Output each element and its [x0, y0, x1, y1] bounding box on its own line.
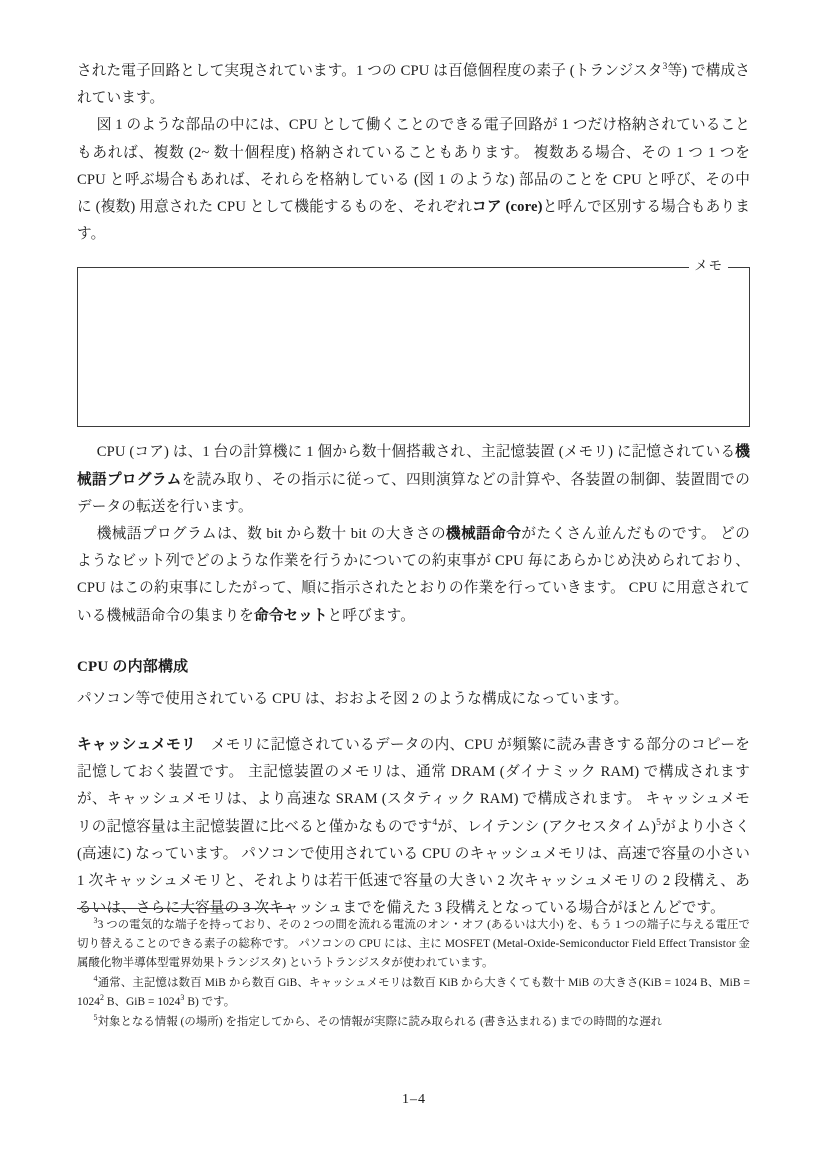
- memo-box-frame[interactable]: [77, 267, 750, 427]
- footnote-ref-5[interactable]: 5: [656, 816, 662, 828]
- paragraph-instruction-text-b: がたくさん並んだものです。 どのようなビット列でどのような作業を行うかについての約束事が CPU 毎にあらかじめ決められており、CPU はこの約束事にしたがって、順に指示されたとおりの作業を行っていきます。 CPU に用意されている機械語命令の集まりを: [77, 526, 750, 624]
- footnote-separator-rule: [77, 908, 290, 909]
- page-content-column: [77, 58, 750, 922]
- paragraph-pc-cpu-structure: パソコン等で使用されている CPU は、おおよそ図 2 のような構成になっています。: [77, 690, 629, 707]
- footnote-marker-5: 5: [93, 1013, 98, 1023]
- paragraph-instruction-text-c: と呼びます。: [327, 607, 415, 624]
- paragraph-cpu-core-text-a: CPU (コア) は、1 台の計算機に 1 個から数十個搭載され、主記憶装置 (メモリ) に記憶されている: [96, 444, 736, 461]
- footnote-item-4: [77, 974, 750, 1012]
- footnote-ref-4[interactable]: 4: [432, 816, 438, 828]
- memo-box-region: [77, 258, 750, 427]
- paragraph-core-text-b: と呼んで区別する場合もあります。: [77, 199, 750, 243]
- footnote-item-5: [77, 1013, 750, 1032]
- footnote-marker-3: 3: [93, 916, 98, 926]
- footnote-text-4b: B、GiB = 1024: [104, 996, 181, 1009]
- memo-box-label: メモ: [689, 257, 728, 275]
- paragraph-cache-memory: [77, 732, 750, 922]
- footnotes-section: [77, 908, 750, 1033]
- footnote-marker-4: 4: [93, 974, 98, 984]
- spacer-after-memo: [77, 427, 750, 439]
- paragraph-core-text-a: 図 1 のような部品の中には、CPU として働くことのできる電子回路が 1 つだけ格納されていることもあれば、複数 (2~ 数十個程度) 格納されていることもあります。 複数ある場合、その 1 つ 1 つを CPU と呼ぶ場合もあれば、それらを格納している (図 1 のような) 部品のことを CPU と呼び、その中に (複数) 用意された CPU として機能するものを、それぞれ: [77, 117, 750, 216]
- footnote-item-3: [77, 916, 750, 973]
- footnote-text-5: 対象となる情報 (の場所) を指定してから、その情報が実際に読み取られる (書き込まれる) までの時間的な遅れ: [97, 1016, 663, 1029]
- term-core-bold: コア (core): [472, 199, 543, 216]
- term-machine-language-program-bold: 機械語プログラム: [77, 444, 750, 488]
- term-machine-instruction-bold: 機械語命令: [446, 526, 522, 543]
- paragraph-cpu-core-role: [77, 439, 750, 521]
- paragraph-intro-text-a: された電子回路として実現されています。1 つの CPU は百億個程度の素子 (トランジスタ: [77, 63, 663, 79]
- term-cache-memory-bold: キャッシュメモリ: [77, 737, 197, 754]
- paragraph-cpu-core-text-b: を読み取り、その指示に従って、四則演算などの計算や、各装置の制御、装置間でのデータの転送を行います。: [77, 471, 751, 515]
- footnote-ref-3[interactable]: 3: [662, 61, 668, 73]
- paragraph-instruction-set: [77, 521, 750, 630]
- paragraph-cache-text-c: がより小さく (高速に) なっています。 パソコンで使用されている CPU のキャッシュメモリは、高速で容量の小さい 1 次キャッシュメモリと、それよりは若干低速で容量の大きい 2 次キャッシュメモリの 2 段構え、あるいは、さらに大容量の 3 次キャッシュまでを備えた 3 段構えとなっている場合がほとんどです。: [77, 818, 750, 917]
- paragraph-intro-continuation: [77, 58, 750, 112]
- footnote-exponent-3: 3: [180, 993, 185, 1003]
- footnote-text-4c: B) です。: [184, 996, 236, 1009]
- footnote-text-3: 3 つの電気的な端子を持っており、その 2 つの間を流れる電流のオン・オフ (あるいは大小) を、もう 1 つの端子に与える電圧で切り替えることのできる素子の総称です。 パソコンの CPU には、主に MOSFET (Metal-Oxide-Semiconductor Field Effect Transistor 金属酸化物半導体型電界効果トランジスタ) というトランジスタが使われています。: [77, 919, 750, 970]
- page-number: 1–4: [402, 1092, 426, 1107]
- paragraph-core-definition: [77, 112, 750, 248]
- footnote-exponent-2: 2: [99, 993, 105, 1003]
- spacer-before-cache: [77, 713, 750, 732]
- paragraph-instruction-text-a: 機械語プログラムは、数 bit から数十 bit の大きさの: [96, 526, 447, 543]
- paragraph-cache-text-b: が、レイテンシ (アクセスタイム): [437, 818, 657, 835]
- paragraph-intro-text-b: 等) で構成されています。: [77, 63, 751, 107]
- section-heading-cpu-internal: CPU の内部構成: [77, 658, 189, 675]
- footnote-text-4a: 通常、主記憶は数百 MiB から数百 GiB、キャッシュメモリは数百 KiB から大きくても数十 MiB の大きさ(KiB = 1024 B、MiB = 1024: [77, 977, 750, 1009]
- term-instruction-set-bold: 命令セット: [253, 607, 328, 624]
- paragraph-cache-text-a: メモリに記憶されているデータの内、CPU が頻繁に読み書きする部分のコピーを記憶しておく装置です。 主記憶装置のメモリは、通常 DRAM (ダイナミック RAM) で構成されますが、キャッシュメモリは、より高速な SRAM (スタティック RAM) で構成されます。 キャッシュメモリの記憶容量は主記憶装置に比べると僅かなものです: [77, 737, 750, 835]
